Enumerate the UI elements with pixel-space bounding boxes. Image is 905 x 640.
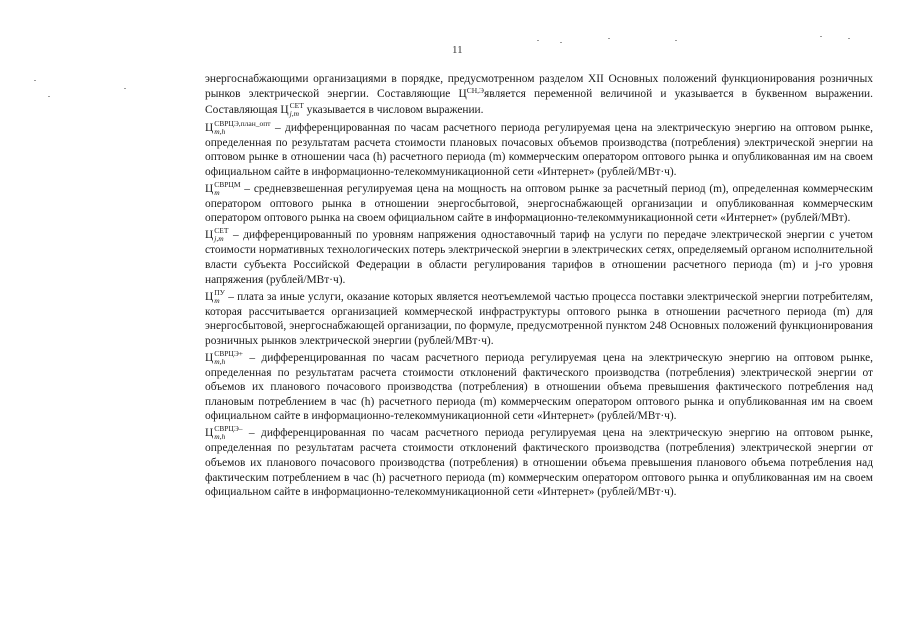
symbol-subscript: j,m — [289, 109, 299, 119]
symbol-superscript: СВРЦЭ,план_опт — [214, 118, 271, 128]
symbol-index — [214, 181, 240, 197]
definition-set — [205, 227, 873, 287]
symbol-index — [214, 425, 242, 441]
definition-svrcz-plan — [205, 120, 873, 180]
price-symbol: Ц — [205, 290, 214, 303]
price-symbol: Ц — [205, 121, 214, 134]
paragraph-text: является переменной величиной и указывается в буквенном выражении. Составляющая Ц — [205, 87, 873, 117]
symbol-superscript: СВРЦЭ+ — [214, 348, 244, 358]
definition-svrcz-minus — [205, 425, 873, 499]
definition-svrcz-plus — [205, 350, 873, 424]
price-symbol: Ц — [205, 351, 214, 364]
symbol-subscript: m,h — [214, 432, 226, 442]
scan-speck — [820, 36, 822, 37]
definition-text: – дифференцированный по уровням напряжения одноставочный тариф на услуги по передаче электрической энергии с учетом стоимости нормативных технологических потерь электрической энергии в электрических сетях, определяемый органом исполнительной власти субъекта Российской Федерации в области регулирования тарифов в отношении расчетного периода (m) и j-го уровня напряжения (рублей/МВт·ч). — [205, 229, 873, 286]
symbol-index — [214, 227, 228, 243]
symbol-subscript: m,h — [214, 126, 226, 136]
symbol-superscript: СВРЦМ — [214, 179, 241, 189]
symbol-subscript: m — [214, 295, 220, 305]
page-number: 11 — [452, 44, 463, 56]
definition-text: – дифференцированная по часам расчетного периода регулируемая цена на электрическую энергию на оптовом рынке, определенная по результатам расчета стоимости отклонений фактического производства (потребления) электрической энергии от объемов их планового почасового производства (потребления) в отношении объема превышения планового объема потребления над фактическим потреблением в час (h) расчетного периода (m) коммерческим оператором оптового рынка и опубликованная им на своем официальном сайте в информационно-телекоммуникационной сети «Интернет» (рублей/МВт·ч). — [205, 427, 873, 499]
symbol-superscript: СВРЦЭ– — [214, 424, 243, 434]
definition-svrcm — [205, 181, 873, 226]
scan-speck — [537, 40, 539, 41]
symbol-superscript: СЕТ — [214, 226, 229, 236]
symbol-superscript: СН,Э — [466, 85, 484, 95]
scan-speck — [608, 38, 610, 39]
symbol-subscript: j,m — [214, 234, 224, 244]
symbol-index — [290, 102, 304, 118]
definition-text: – плата за иные услуги, оказание которых является неотъемлемой частью процесса поставки электрической энергии потребителям, которая рассчитывается организацией коммерческой инфраструктуры оптового рынка в отношении расчетного периода (m) для энергосбытовой, энергоснабжающей организации, по формуле, предусмотренной пунктом 248 Основных положений функционирования розничных рынков электрической энергии (рублей/МВт·ч). — [205, 290, 873, 347]
definition-pu — [205, 289, 873, 349]
symbol-superscript: СЕТ — [289, 101, 304, 111]
price-symbol: Ц — [205, 427, 214, 440]
paragraph-text: указывается в числовом выражении. — [303, 104, 484, 117]
price-symbol: Ц — [205, 229, 214, 242]
scan-speck — [848, 38, 850, 39]
price-symbol: Ц — [205, 182, 214, 195]
scan-speck — [124, 88, 126, 89]
scan-speck — [675, 40, 677, 41]
definition-text: – средневзвешенная регулируемая цена на мощность на оптовом рынке за расчетный период (m), определенная коммерческим оператором оптового рынка в отношении энергосбытовой, энергоснабжающей организации и опубликованная коммерческим оператором оптового рынка на своем официальном сайте в информационно-телекоммуникационной сети «Интернет» (рублей/МВт). — [205, 182, 873, 225]
symbol-index — [214, 289, 225, 305]
symbol-index — [214, 120, 270, 136]
definition-text: – дифференцированная по часам расчетного периода регулируемая цена на электрическую энергию на оптовом рынке, определенная по результатам расчета стоимости плановых почасовых объемов производства (потребления) электрической энергии на оптовом рынке в отношении часа (h) расчетного периода (m) коммерческим оператором оптового рынка и опубликованная им на своем официальном сайте в информационно-телекоммуникационной сети «Интернет» (рублей/МВт·ч). — [205, 121, 873, 178]
document-body — [205, 72, 873, 501]
scan-speck — [560, 42, 562, 43]
symbol-superscript: ПУ — [214, 287, 225, 297]
definition-text: – дифференцированная по часам расчетного периода регулируемая цена на электрическую энергию на оптовом рынке, определенная по результатам расчета стоимости отклонений фактического производства (потребления) электрической энергии от объемов их планового почасового производства (потребления) в отношении объема превышения фактического потребления над плановым потреблением в час (h) расчетного периода (m) коммерческим оператором оптового рынка и опубликованная им на своем официальном сайте в информационно-телекоммуникационной сети «Интернет» (рублей/МВт·ч). — [205, 351, 873, 423]
scan-speck — [34, 80, 36, 81]
symbol-index — [214, 350, 243, 366]
paragraph-intro — [205, 72, 873, 118]
paragraph-text: энергоснабжающими организациями в порядке, предусмотренном разделом XII Основных положений функционирования розничных рынков электрической энергии. Составляющие Ц — [205, 73, 873, 100]
scan-speck — [48, 96, 50, 97]
symbol-subscript: m,h — [214, 356, 226, 366]
symbol-subscript: m — [214, 187, 220, 197]
